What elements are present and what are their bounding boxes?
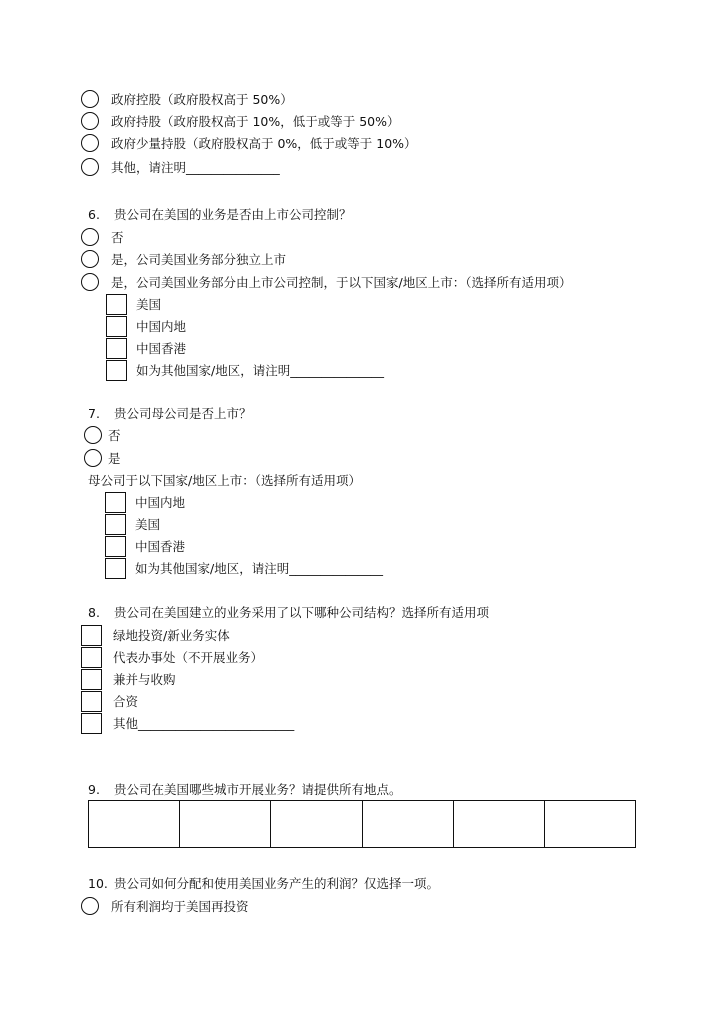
radio-button[interactable] bbox=[81, 250, 99, 268]
question-7 bbox=[88, 404, 252, 422]
option-label: 代表办事处（不开展业务） bbox=[113, 650, 264, 665]
q7-sub-option-4[interactable] bbox=[105, 557, 383, 579]
question-number: 7. bbox=[88, 406, 100, 421]
question-number: 9. bbox=[88, 782, 100, 797]
q5-option-2[interactable] bbox=[81, 110, 400, 132]
checkbox[interactable] bbox=[106, 316, 127, 337]
q7-sub-option-1[interactable] bbox=[105, 491, 185, 513]
radio-button[interactable] bbox=[81, 228, 99, 246]
option-label: 其他，请注明_______________ bbox=[111, 160, 280, 175]
question-number: 8. bbox=[88, 605, 100, 620]
q7-option-2[interactable] bbox=[84, 447, 121, 469]
question-text: 贵公司母公司是否上市？ bbox=[114, 406, 252, 421]
question-6 bbox=[88, 205, 352, 223]
q5-option-1[interactable] bbox=[81, 88, 293, 110]
q7-sub-option-2[interactable] bbox=[105, 513, 160, 535]
option-label: 政府持股（政府股权高于 10%，低于或等于 50%） bbox=[111, 114, 400, 129]
question-text: 贵公司在美国哪些城市开展业务？请提供所有地点。 bbox=[114, 782, 402, 797]
q7-option-1[interactable] bbox=[84, 424, 121, 446]
question-number: 10. bbox=[88, 876, 108, 891]
checkbox[interactable] bbox=[81, 691, 102, 712]
checkbox[interactable] bbox=[105, 492, 126, 513]
city-input-cell[interactable] bbox=[89, 801, 180, 847]
q6-option-3[interactable] bbox=[81, 271, 571, 293]
q7-sub-option-3[interactable] bbox=[105, 535, 185, 557]
q7-sub-heading: 母公司于以下国家/地区上市：（选择所有适用项） bbox=[88, 473, 361, 488]
option-label: 是，公司美国业务部分由上市公司控制，于以下国家/地区上市：（选择所有适用项） bbox=[111, 275, 572, 290]
option-label: 兼并与收购 bbox=[113, 672, 176, 687]
radio-button[interactable] bbox=[84, 449, 102, 467]
checkbox[interactable] bbox=[106, 338, 127, 359]
question-10 bbox=[88, 874, 439, 892]
checkbox[interactable] bbox=[81, 669, 102, 690]
q6-sub-option-3[interactable] bbox=[106, 337, 186, 359]
q5-option-3[interactable] bbox=[81, 132, 417, 154]
q6-option-2[interactable] bbox=[81, 248, 286, 270]
city-input-cell[interactable] bbox=[545, 801, 635, 847]
q6-option-1[interactable] bbox=[81, 226, 124, 248]
option-label: 如为其他国家/地区，请注明_______________ bbox=[136, 363, 384, 378]
option-label: 否 bbox=[111, 230, 124, 245]
option-label: 美国 bbox=[136, 297, 162, 312]
city-input-table bbox=[88, 800, 636, 848]
radio-button[interactable] bbox=[81, 90, 99, 108]
question-text: 贵公司在美国的业务是否由上市公司控制？ bbox=[114, 207, 352, 222]
option-label: 中国香港 bbox=[135, 539, 186, 554]
question-text: 贵公司如何分配和使用美国业务产生的利润？仅选择一项。 bbox=[114, 876, 440, 891]
city-input-cell[interactable] bbox=[454, 801, 545, 847]
radio-button[interactable] bbox=[81, 158, 99, 176]
option-label: 是 bbox=[108, 451, 121, 466]
radio-button[interactable] bbox=[81, 112, 99, 130]
checkbox[interactable] bbox=[105, 514, 126, 535]
q6-sub-option-4[interactable] bbox=[106, 359, 384, 381]
option-label: 中国内地 bbox=[135, 495, 186, 510]
radio-button[interactable] bbox=[81, 273, 99, 291]
q8-option-1[interactable] bbox=[81, 624, 230, 646]
radio-button[interactable] bbox=[81, 897, 99, 915]
option-label: 中国香港 bbox=[136, 341, 187, 356]
option-label: 合资 bbox=[113, 694, 139, 709]
checkbox[interactable] bbox=[81, 625, 102, 646]
option-label: 中国内地 bbox=[136, 319, 187, 334]
question-number: 6. bbox=[88, 207, 100, 222]
checkbox[interactable] bbox=[105, 536, 126, 557]
q5-option-4[interactable] bbox=[81, 156, 280, 178]
checkbox[interactable] bbox=[81, 713, 102, 734]
checkbox[interactable] bbox=[81, 647, 102, 668]
question-8 bbox=[88, 603, 489, 621]
radio-button[interactable] bbox=[84, 426, 102, 444]
option-label: 美国 bbox=[135, 517, 161, 532]
option-label: 否 bbox=[108, 428, 121, 443]
q8-option-3[interactable] bbox=[81, 668, 176, 690]
option-label: 所有利润均于美国再投资 bbox=[111, 899, 249, 914]
city-input-cell[interactable] bbox=[271, 801, 362, 847]
q8-option-5[interactable] bbox=[81, 712, 294, 734]
option-label: 其他_________________________ bbox=[113, 716, 295, 731]
q6-sub-option-1[interactable] bbox=[106, 293, 161, 315]
q8-option-4[interactable] bbox=[81, 690, 138, 712]
checkbox[interactable] bbox=[106, 360, 127, 381]
option-label: 政府少量持股（政府股权高于 0%，低于或等于 10%） bbox=[111, 136, 417, 151]
question-9 bbox=[88, 780, 402, 798]
radio-button[interactable] bbox=[81, 134, 99, 152]
city-input-cell[interactable] bbox=[180, 801, 271, 847]
question-text: 贵公司在美国建立的业务采用了以下哪种公司结构？选择所有适用项 bbox=[114, 605, 490, 620]
q6-sub-option-2[interactable] bbox=[106, 315, 186, 337]
q10-option-1[interactable] bbox=[81, 895, 249, 917]
option-label: 政府控股（政府股权高于 50%） bbox=[111, 92, 293, 107]
city-input-cell[interactable] bbox=[363, 801, 454, 847]
checkbox[interactable] bbox=[106, 294, 127, 315]
option-label: 如为其他国家/地区，请注明_______________ bbox=[135, 561, 383, 576]
q8-option-2[interactable] bbox=[81, 646, 263, 668]
option-label: 绿地投资/新业务实体 bbox=[113, 628, 230, 643]
option-label: 是，公司美国业务部分独立上市 bbox=[111, 252, 287, 267]
checkbox[interactable] bbox=[105, 558, 126, 579]
